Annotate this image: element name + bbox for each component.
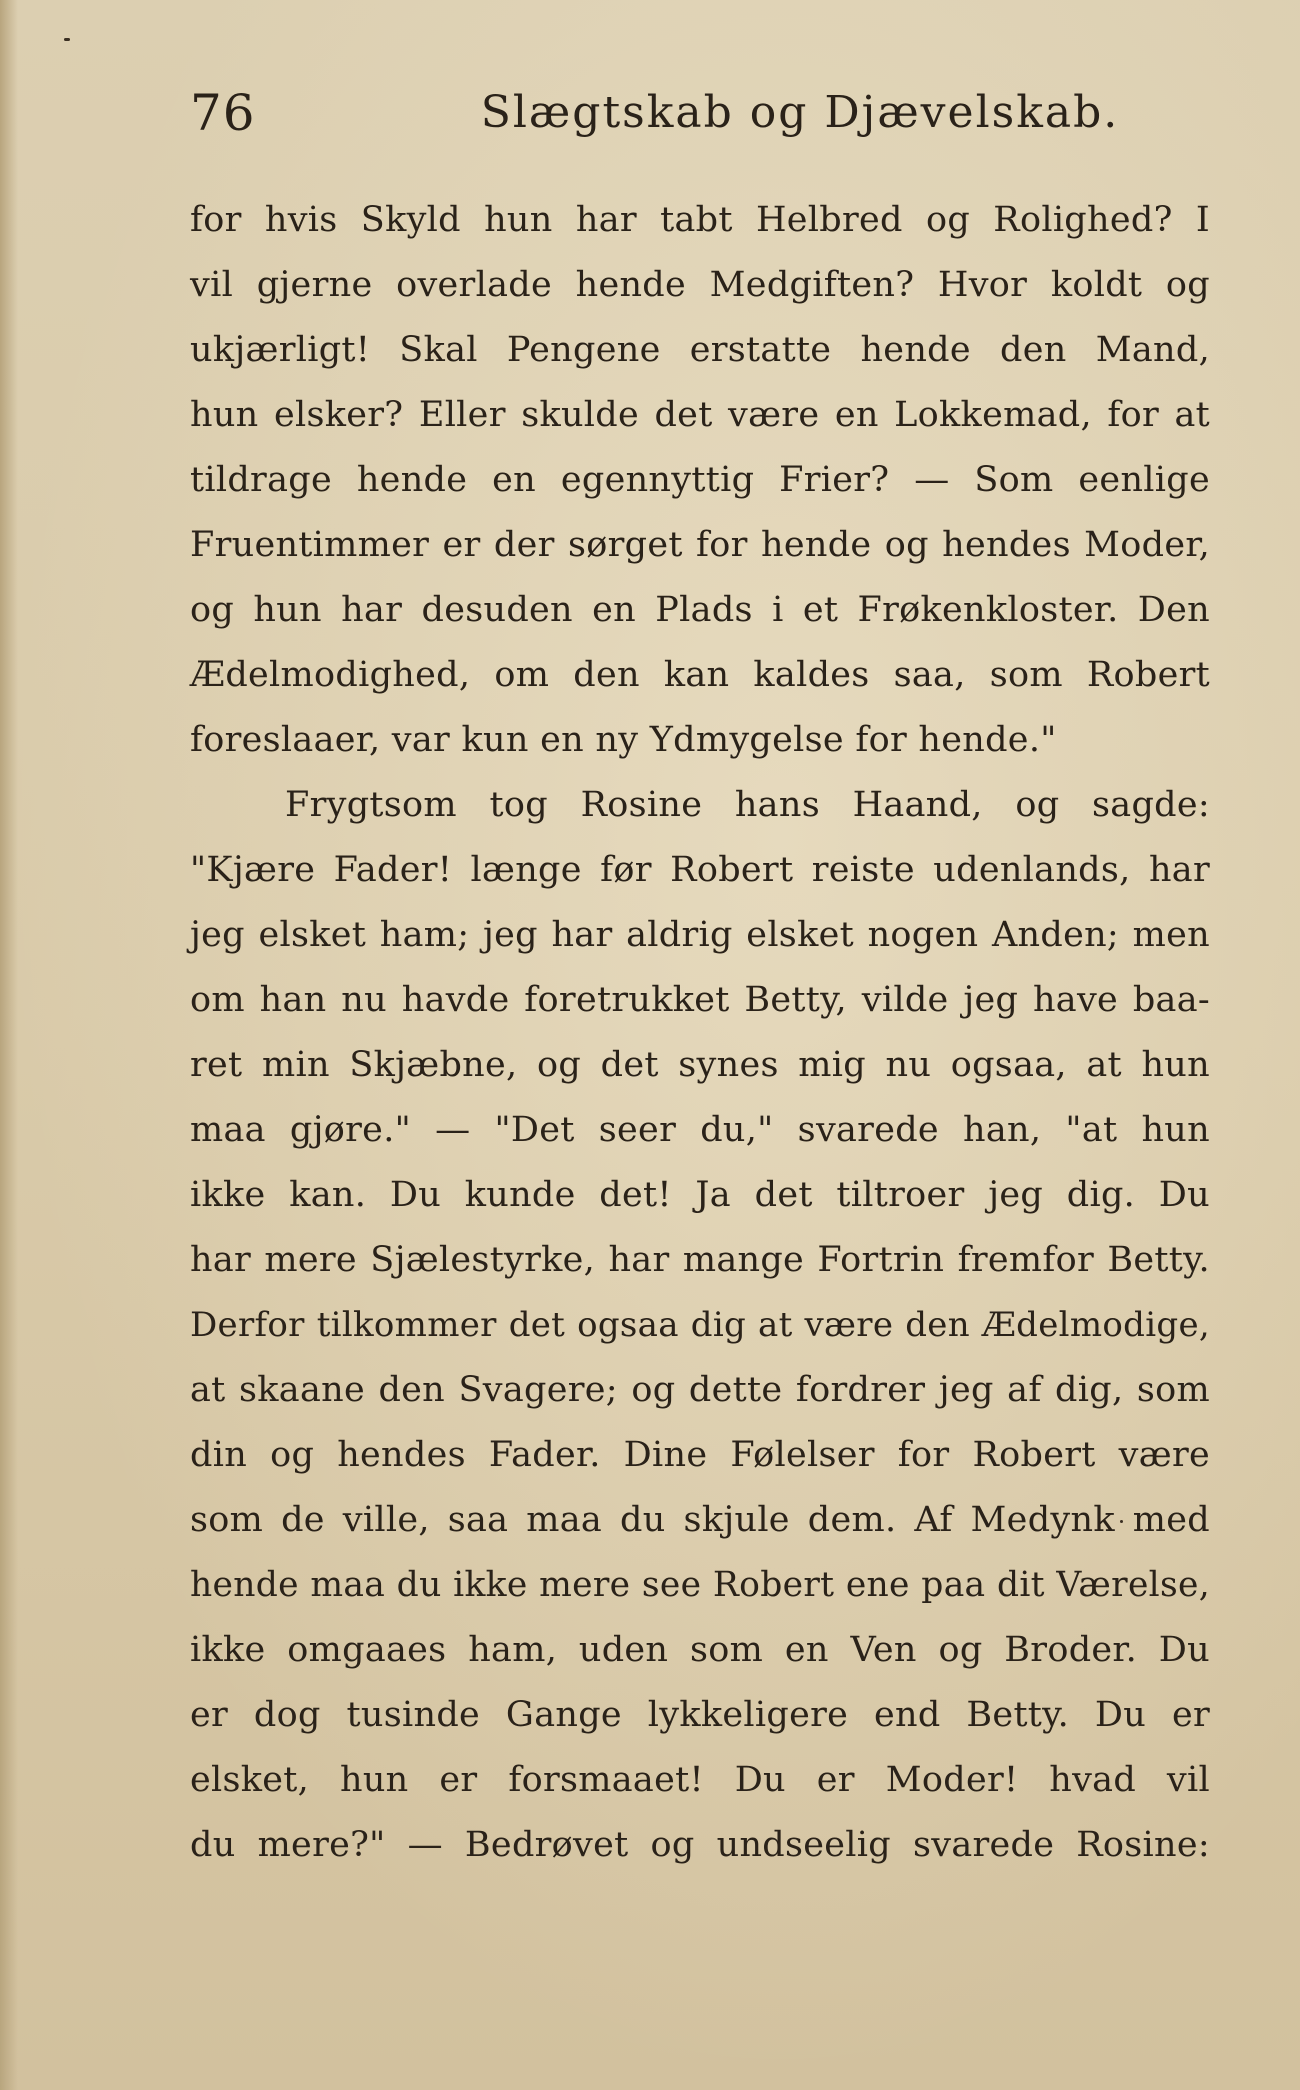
text-line: har mere Sjælestyrke, har mange Fortrin fremfor Betty.: [190, 1240, 1210, 1280]
page-edge-shadow: [0, 0, 18, 2090]
text-line: elsket, hun er forsmaaet! Du er Moder! hvad vil: [190, 1760, 1210, 1800]
text-line: at skaane den Svagere; og dette fordrer jeg af dig, som: [190, 1370, 1210, 1410]
text-line: "Kjære Fader! længe før Robert reiste udenlands, har: [190, 850, 1210, 890]
text-line: din og hendes Fader. Dine Følelser for Robert være: [190, 1435, 1210, 1475]
text-line: du mere?" — Bedrøvet og undseelig svarede Rosine:: [190, 1825, 1210, 1865]
text-line: jeg elsket ham; jeg har aldrig elsket nogen Anden; men: [190, 915, 1210, 955]
body-text: [190, 188, 1210, 1878]
text-line: Frygtsom tog Rosine hans Haand, og sagde:: [285, 785, 1210, 825]
text-line: og hun har desuden en Plads i et Frøkenkloster. Den: [190, 590, 1210, 630]
text-line: ret min Skjæbne, og det synes mig nu ogsaa, at hun: [190, 1045, 1210, 1085]
text-line: ikke kan. Du kunde det! Ja det tiltroer jeg dig. Du: [190, 1175, 1210, 1215]
text-line: ukjærligt! Skal Pengene erstatte hende den Mand,: [190, 330, 1210, 370]
text-line: ikke omgaaes ham, uden som en Ven og Broder. Du: [190, 1630, 1210, 1670]
text-line: tildrage hende en egennyttig Frier? — Som eenlige: [190, 460, 1210, 500]
text-line: om han nu havde foretrukket Betty, vilde jeg have baa-: [190, 980, 1210, 1020]
text-line: foreslaaer, var kun en ny Ydmygelse for hende.": [190, 720, 1057, 760]
paper-speck: [64, 38, 70, 41]
text-line: maa gjøre." — "Det seer du," svarede han, "at hun: [190, 1110, 1210, 1150]
text-line: hende maa du ikke mere see Robert ene paa dit Værelse,: [190, 1565, 1210, 1605]
text-line: som de ville, saa maa du skjule dem. Af Medynk med: [190, 1500, 1210, 1540]
text-line: er dog tusinde Gange lykkeligere end Betty. Du er: [190, 1695, 1210, 1735]
page-header: [190, 78, 1210, 148]
text-line: for hvis Skyld hun har tabt Helbred og Rolighed? I: [190, 200, 1210, 240]
page-number: 76: [190, 84, 256, 142]
running-title: Slægtskab og Djævelskab.: [480, 87, 1120, 138]
text-line: Derfor tilkommer det ogsaa dig at være den Ædelmodige,: [190, 1305, 1210, 1345]
text-line: Ædelmodighed, om den kan kaldes saa, som Robert: [190, 655, 1210, 695]
text-line: hun elsker? Eller skulde det være en Lokkemad, for at: [190, 395, 1210, 435]
text-line: vil gjerne overlade hende Medgiften? Hvor koldt og: [190, 265, 1210, 305]
text-line: Fruentimmer er der sørget for hende og hendes Moder,: [190, 525, 1210, 565]
